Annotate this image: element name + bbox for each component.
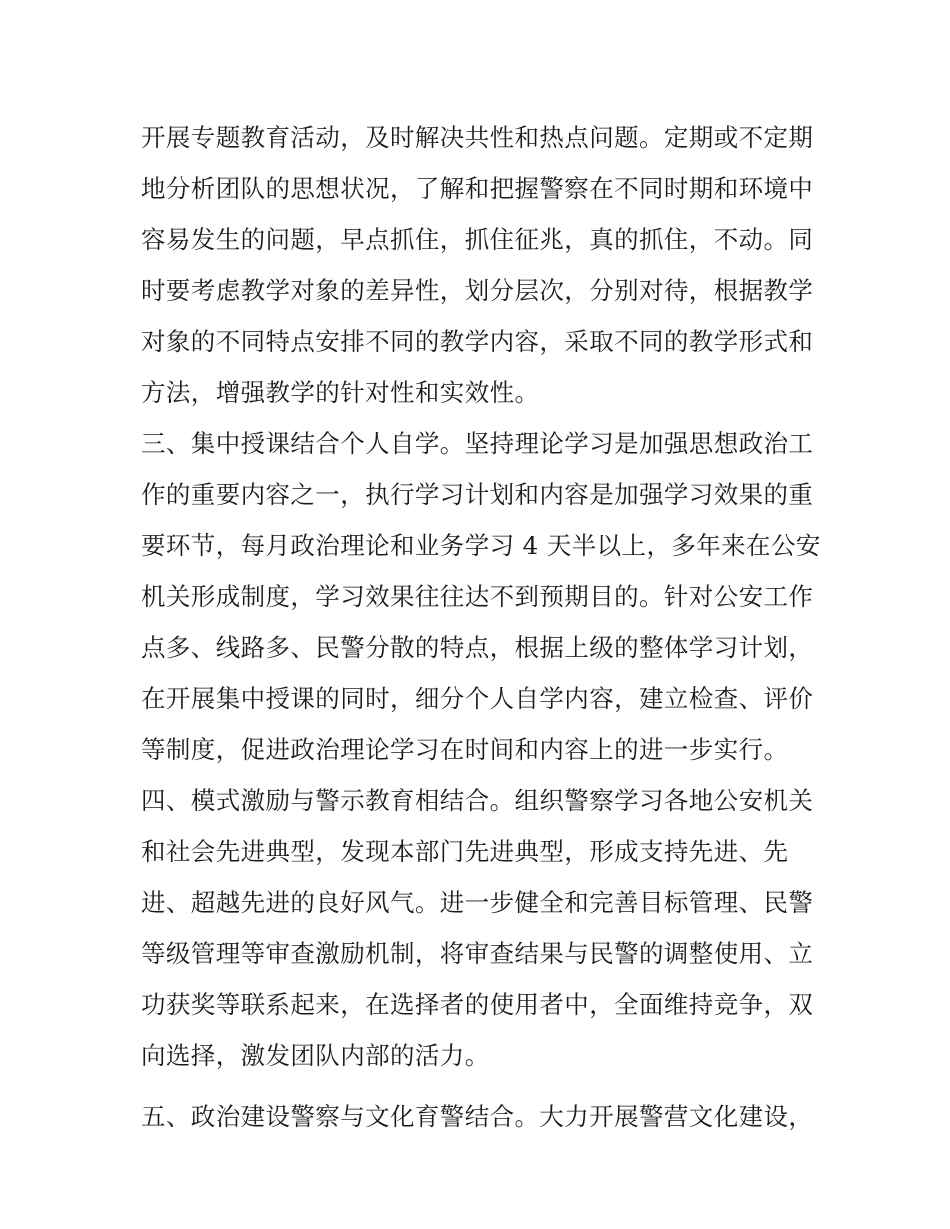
- text-line: 方法，增强教学的针对性和实效性。: [141, 378, 540, 407]
- text-line: 功获奖等联系起来，在选择者的使用者中，全面维持竞争，双: [141, 990, 814, 1019]
- paragraph-4: [141, 1091, 821, 1142]
- text-line: 向选择，激发团队内部的活力。: [141, 1041, 490, 1070]
- text-line: 三、集中授课结合个人自学。坚持理论学习是加强思想政治工: [141, 429, 814, 458]
- text-line: 进、超越先进的良好风气。进一步健全和完善目标管理、民警: [141, 888, 814, 917]
- text-line: 作的重要内容之一，执行学习计划和内容是加强学习效果的重: [141, 480, 814, 509]
- text-line: 四、模式激励与警示教育相结合。组织警察学习各地公安机关: [141, 786, 814, 815]
- text-line: 开展专题教育活动，及时解决共性和热点问题。定期或不定期: [141, 123, 814, 152]
- text-line: 在开展集中授课的同时，细分个人自学内容，建立检查、评价: [141, 684, 814, 713]
- text-line: 等制度，促进政治理论学习在时间和内容上的进一步实行。: [141, 735, 789, 764]
- paragraph-2: [141, 418, 821, 775]
- paragraph-1: [141, 112, 821, 418]
- text-line: 容易发生的问题，早点抓住，抓住征兆，真的抓住，不动。同: [141, 225, 814, 254]
- text-line: 五、政治建设警察与文化育警结合。大力开展警营文化建设，: [141, 1102, 814, 1131]
- text-line: 时要考虑教学对象的差异性，划分层次，分别对待，根据教学: [141, 276, 814, 305]
- text-line: 和社会先进典型，发现本部门先进典型，形成支持先进、先: [141, 837, 789, 866]
- text-line: 地分析团队的思想状况，了解和把握警察在不同时期和环境中: [141, 174, 814, 203]
- text-line: 等级管理等审查激励机制，将审查结果与民警的调整使用、立: [141, 939, 814, 968]
- text-line: 要环节，每月政治理论和业务学习 4 天半以上，多年来在公安: [141, 531, 821, 560]
- text-line: 机关形成制度，学习效果往往达不到预期目的。针对公安工作: [141, 582, 814, 611]
- document-body: [141, 112, 821, 1142]
- paragraph-spacer: [141, 1081, 821, 1091]
- text-line: 对象的不同特点安排不同的教学内容，采取不同的教学形式和: [141, 327, 814, 356]
- text-line: 点多、线路多、民警分散的特点，根据上级的整体学习计划，: [141, 633, 814, 662]
- paragraph-3: [141, 775, 821, 1081]
